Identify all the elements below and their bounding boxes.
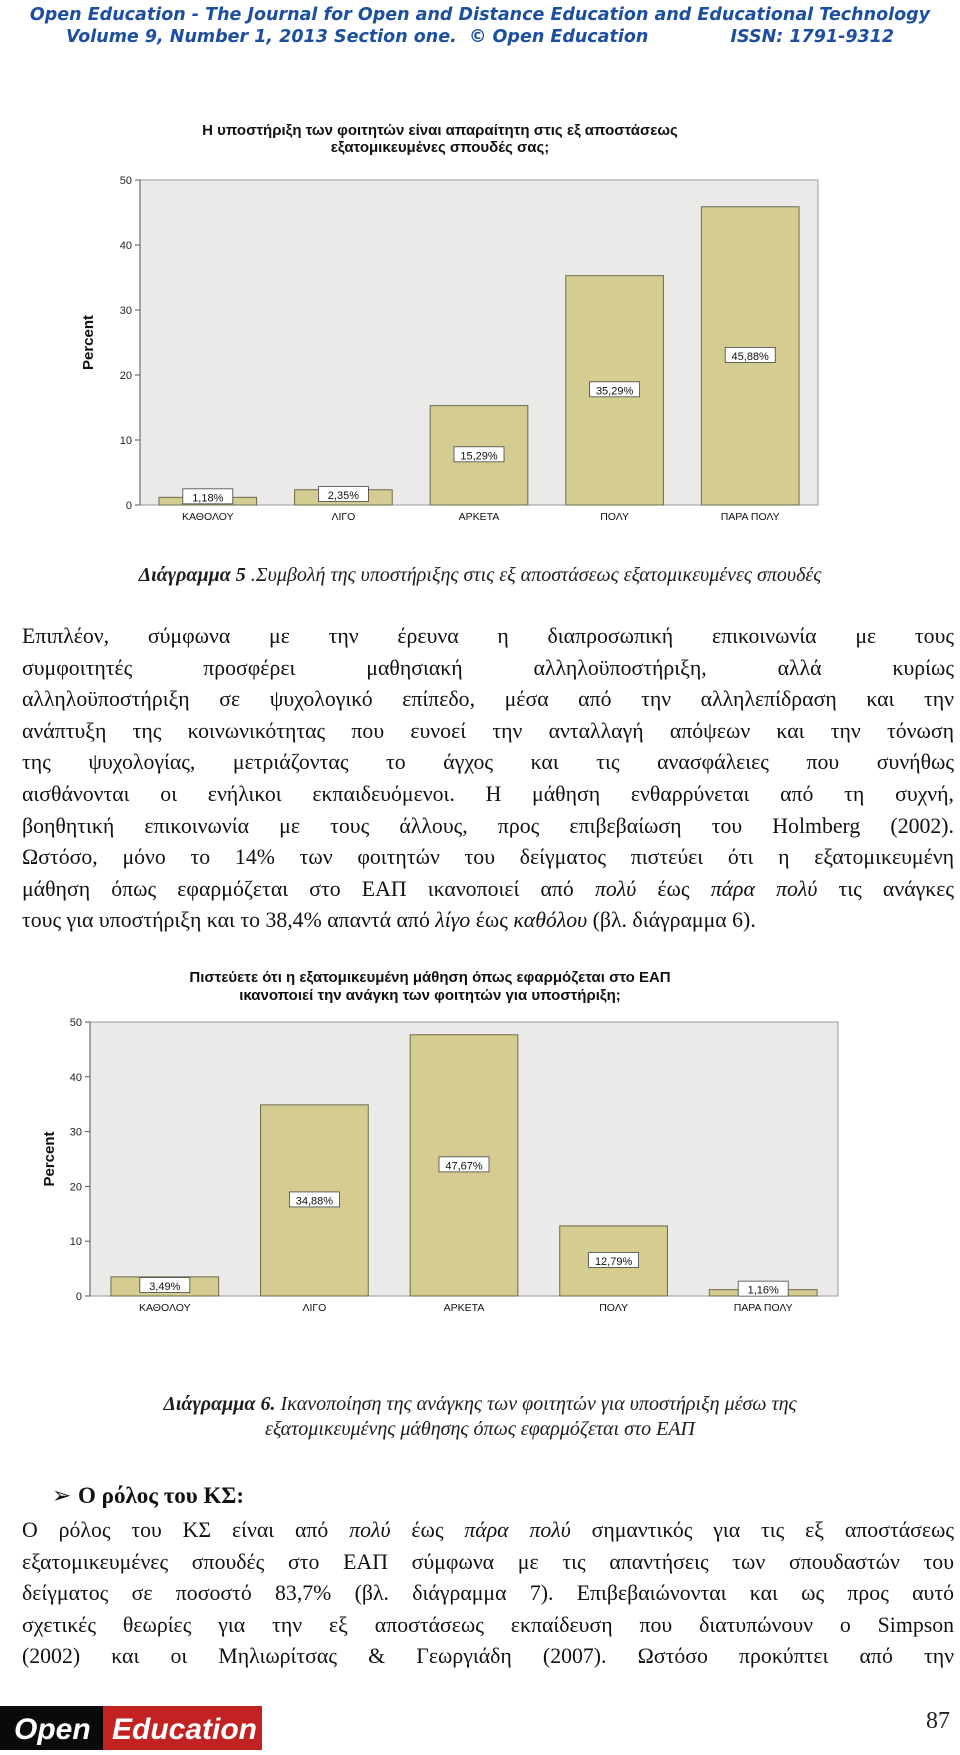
chart-5-y-axis-label: Percent xyxy=(80,314,97,371)
text-line: Ωστόσο, μόνο το 14% των φοιτητών του δείγματος πιστεύει ότι η εξατομικευμένη xyxy=(22,845,954,870)
volume-info: Volume 9, Number 1, 2013 Section one. xyxy=(65,27,457,47)
chart-5-category-label: ΠΟΛΥ xyxy=(600,511,630,523)
chart-6-title-line2: ικανοποιεί την ανάγκη των φοιτητών για υποστήριξη; xyxy=(239,987,621,1004)
chart-6-category-label: ΠΑΡΑ ΠΟΛΥ xyxy=(733,1302,793,1314)
chart-6-y-tick-label: 10 xyxy=(69,1236,82,1249)
figure-5-caption xyxy=(40,563,920,588)
chart-6-data-label: 1,16% xyxy=(747,1284,779,1297)
chart-5-data-label: 45,88% xyxy=(731,350,769,363)
text-line: βοηθητική επικοινωνία με τους άλλους, προς επιβεβαίωση του Holmberg (2002). xyxy=(22,813,954,838)
text-line: Επιπλέον, σύμφωνα με την έρευνα η διαπροσωπική επικοινωνία με τους xyxy=(22,624,954,648)
figure-5-text: .Συμβολή της υποστήριξης στις εξ αποστάσεως εξατομικευμένες σπουδές xyxy=(245,564,822,586)
text-line: τους για υποστήριξη και το 38,4% απαντά από λίγο έως καθόλου (βλ. διάγραμμα 6). xyxy=(22,908,756,933)
chart-5-data-label: 15,29% xyxy=(460,450,498,463)
chart-5-category-label: ΠΑΡΑ ΠΟΛΥ xyxy=(720,511,780,523)
body-paragraph-2 xyxy=(22,1515,954,1673)
chart-5-svg xyxy=(0,0,960,530)
text-line: (2002) και οι Μηλιωρίτσας & Γεωργιάδη (2007). Ωστόσο προκύπτει από την xyxy=(22,1644,954,1669)
logo-word-education: Education xyxy=(112,1713,258,1746)
text-line: συμφοιτητές προσφέρει μαθησιακή αλληλοϋποστήριξη, αλλά κυρίως xyxy=(22,655,954,680)
chart-5-y-tick-label: 30 xyxy=(119,305,132,317)
chart-5-data-label: 35,29% xyxy=(595,385,634,398)
bullet-arrow-icon: ➢ xyxy=(52,1483,72,1508)
text-line: δείγματος σε ποσοστό 83,7% (βλ. διάγραμμα 7). Επιβεβαιώνονται και ως προς αυτό xyxy=(22,1581,954,1606)
chart-6-data-label: 3,49% xyxy=(149,1281,181,1293)
journal-title: Open Education - The Journal for Open and Distance Education and Educational Technology xyxy=(29,5,931,25)
text-line: εξατομικευμένες σπουδές στο ΕΑΠ σύμφωνα με τις απαντήσεις των σπουδαστών του xyxy=(22,1549,954,1574)
section-title: Ο ρόλος του ΚΣ: xyxy=(78,1483,245,1508)
section-heading xyxy=(52,1483,244,1509)
figure-6-caption xyxy=(40,1392,920,1442)
chart-5-title-line2: εξατομικευμένες σπουδές σας; xyxy=(330,139,550,156)
chart-6-category-label: ΑΡΚΕΤΑ xyxy=(443,1302,485,1314)
chart-5-data-label: 2,35% xyxy=(327,490,360,502)
page-number: 87 xyxy=(926,1708,950,1734)
chart-6-y-tick-label: 40 xyxy=(69,1071,82,1084)
chart-6-category-label: ΚΑΘΟΛΟΥ xyxy=(139,1302,191,1314)
chart-5-title: Η υποστήριξη των φοιτητών είναι απαραίτητη στις εξ αποστάσεως xyxy=(202,122,678,139)
logo-word-open: Open xyxy=(14,1713,91,1746)
chart-5-y-tick-label: 50 xyxy=(119,175,132,187)
chart-5-category-label: ΚΑΘΟΛΟΥ xyxy=(182,511,234,523)
chart-5-y-tick-label: 10 xyxy=(119,435,132,447)
chart-5-y-tick-label: 0 xyxy=(125,500,132,512)
body-paragraph-1 xyxy=(22,621,954,937)
copyright: © Open Education xyxy=(468,27,649,47)
chart-6-y-axis-label: Percent xyxy=(41,1131,58,1187)
chart-5-y-tick-label: 20 xyxy=(119,370,132,382)
chart-6-y-tick-label: 30 xyxy=(69,1126,82,1139)
text-line: αισθάνονται οι ενήλικοι εκπαιδευόμενοι. Η μάθηση ενθαρρύνεται από τη συχνή, xyxy=(22,781,954,806)
chart-6-data-label: 12,79% xyxy=(594,1255,633,1268)
figure-6-text: Ικανοποίηση της ανάγκης των φοιτητών για υποστήριξη μέσω της xyxy=(275,1393,797,1415)
chart-5 xyxy=(0,0,960,530)
figure-6-label: Διάγραμμα 6. xyxy=(163,1393,276,1415)
figure-5-label: Διάγραμμα 5 xyxy=(138,564,246,586)
text-line: της ψυχολογίας, μετριάζοντας το άγχος και τις ανασφάλειες που συνήθως xyxy=(22,750,954,775)
chart-6-title: Πιστεύετε ότι η εξατομικευμένη μάθηση όπως εφαρμόζεται στο ΕΑΠ xyxy=(189,969,671,986)
issn: ISSN: 1791-9312 xyxy=(730,27,895,47)
chart-6-category-label: ΛΙΓΟ xyxy=(302,1302,327,1314)
chart-5-category-label: ΑΡΚΕΤΑ xyxy=(458,511,500,523)
text-line: αλληλοϋποστήριξη σε ψυχολογικό επίπεδο, μέσα από την αλληλεπίδραση και την xyxy=(22,687,954,712)
chart-6-category-label: ΠΟΛΥ xyxy=(599,1302,629,1314)
chart-6-y-tick-label: 20 xyxy=(69,1181,82,1194)
chart-6 xyxy=(0,960,960,1360)
chart-5-data-label: 1,18% xyxy=(192,492,224,505)
chart-6-y-tick-label: 0 xyxy=(75,1291,82,1303)
chart-6-data-label: 34,88% xyxy=(295,1195,334,1208)
text-line: Ο ρόλος του ΚΣ είναι από πολύ έως πάρα πολύ σημαντικός για τις εξ αποστάσεως xyxy=(22,1518,955,1542)
chart-5-y-tick-label: 40 xyxy=(119,240,132,252)
text-line: σχετικές θεωρίες για την εξ αποστάσεως εκπαίδευση που διατυπώνουν ο Simpson xyxy=(22,1612,954,1637)
chart-6-data-label: 47,67% xyxy=(445,1160,483,1173)
text-line: ανάπτυξη της κοινωνικότητας που ευνοεί την ανταλλαγή απόψεων και την τόνωση xyxy=(22,718,954,743)
text-line: μάθηση όπως εφαρμόζεται στο ΕΑΠ ικανοποιεί από πολύ έως πάρα πολύ τις ανάγκες xyxy=(22,876,955,901)
chart-6-y-tick-label: 50 xyxy=(69,1017,82,1029)
chart-5-category-label: ΛΙΓΟ xyxy=(331,511,356,523)
figure-6-text-2: εξατομικευμένης μάθησης όπως εφαρμόζεται στο ΕΑΠ xyxy=(265,1418,695,1440)
open-education-logo xyxy=(0,1706,262,1750)
chart-6-svg xyxy=(0,960,960,1360)
